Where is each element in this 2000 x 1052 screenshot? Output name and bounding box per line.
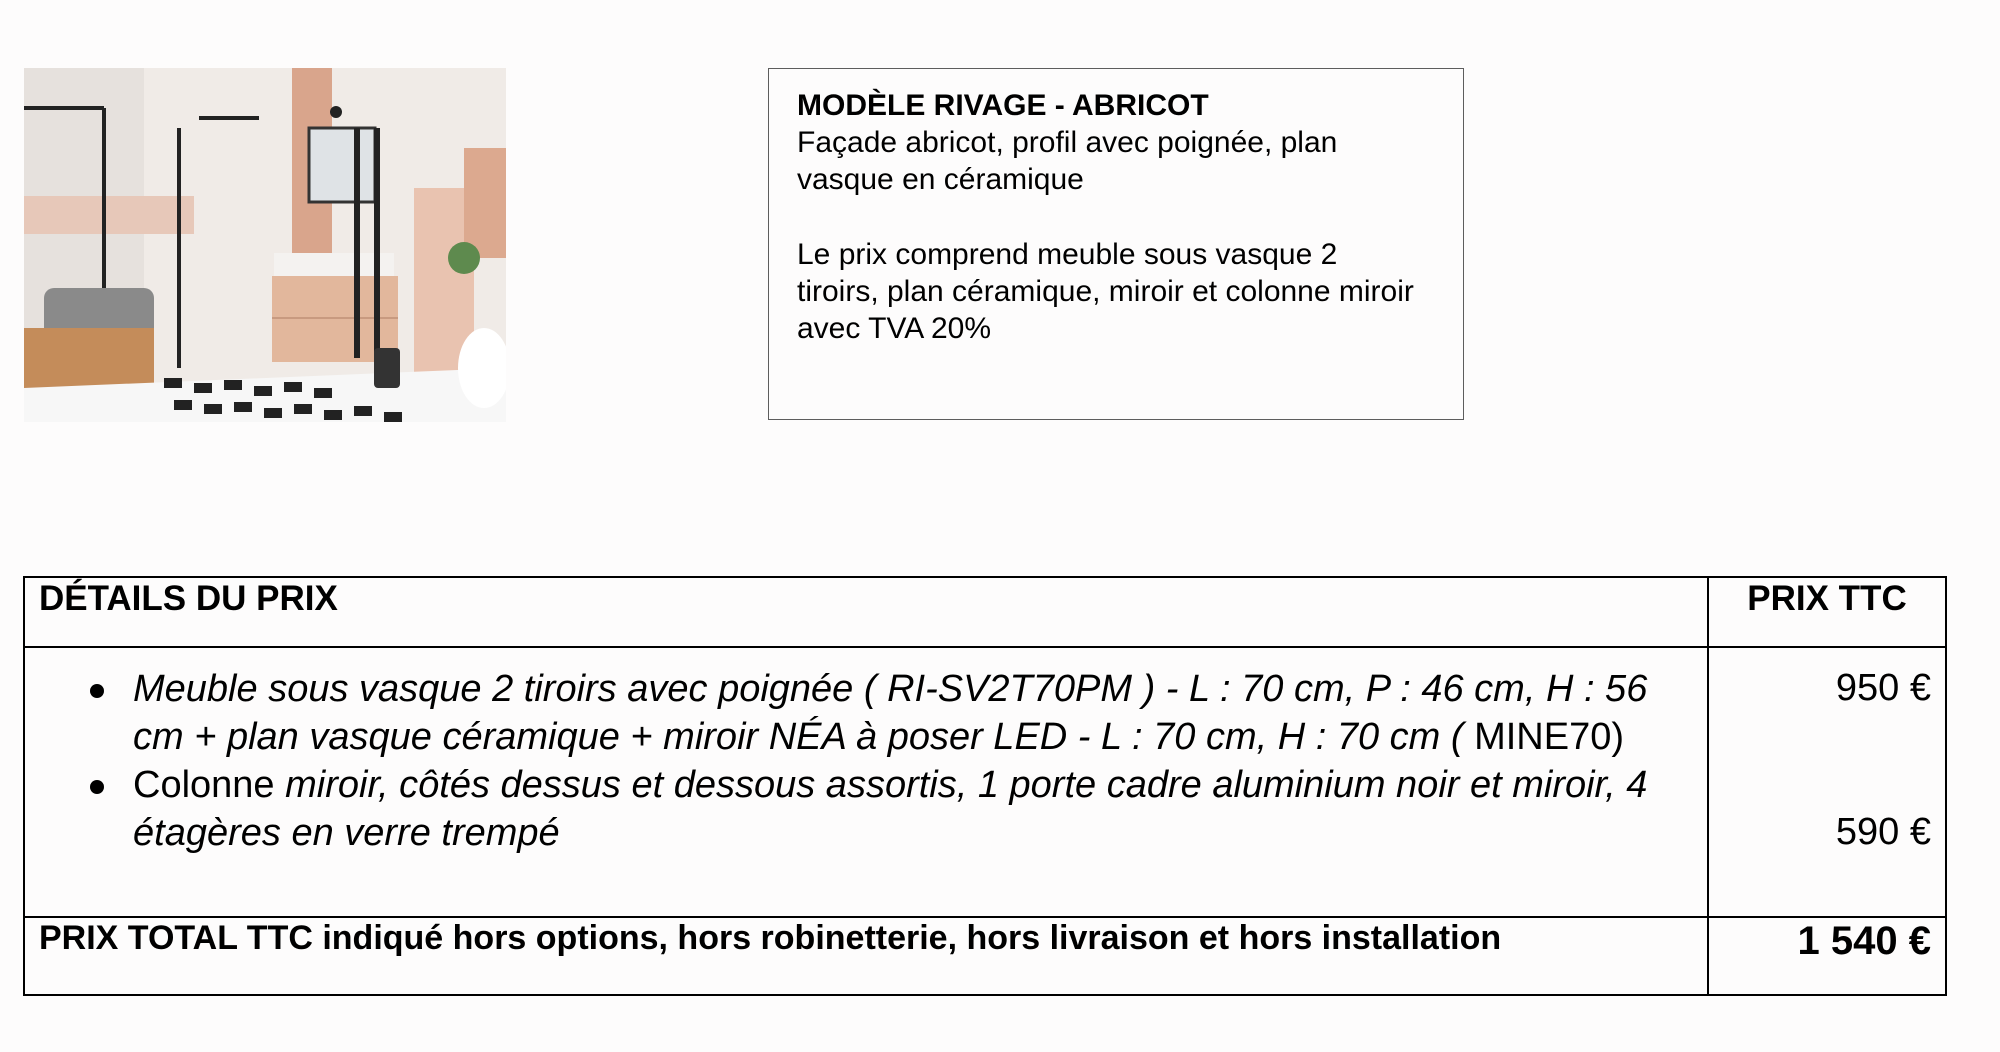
bullet-icon	[90, 684, 104, 698]
price-table	[23, 576, 1947, 996]
total-row	[24, 917, 1946, 995]
item-reference: MINE70)	[1463, 716, 1625, 758]
item-list	[26, 649, 1706, 857]
product-description-box	[768, 68, 1464, 420]
description-line: vasque en céramique	[797, 163, 1084, 196]
bathroom-photo	[24, 68, 506, 422]
total-price: 1 540 €	[1708, 917, 1946, 995]
item-prefix: Colonne	[133, 764, 286, 806]
item-description: Meuble sous vasque 2 tiroirs avec poignée ( RI-SV2T70PM ) - L : 70 cm, P : 46 cm, H : 56 cm + plan vasque céramique + miroir NÉA à poser LED - L : 70 cm, H : 70 cm (	[133, 668, 1648, 758]
description-line: avec TVA 20%	[797, 312, 992, 345]
model-title: MODÈLE RIVAGE - ABRICOT	[797, 89, 1209, 122]
description-line: Façade abricot, profil avec poignée, plan	[797, 126, 1338, 159]
bullet-icon	[90, 780, 104, 794]
total-label: PRIX TOTAL TTC indiqué hors options, hors robinetterie, hors livraison et hors installation	[24, 917, 1708, 995]
list-item	[133, 665, 1686, 761]
header-details: DÉTAILS DU PRIX	[24, 577, 1708, 647]
list-item	[133, 761, 1686, 857]
description-line: Le prix comprend meuble sous vasque 2	[797, 238, 1338, 271]
header-price: PRIX TTC	[1708, 577, 1946, 647]
prices-cell	[1708, 647, 1946, 917]
item-price: 950 €	[1835, 667, 1931, 709]
items-row	[24, 647, 1946, 917]
description-line: tiroirs, plan céramique, miroir et colonne miroir	[797, 275, 1414, 308]
item-price: 590 €	[1835, 811, 1931, 853]
item-description: miroir, côtés dessus et dessous assortis, 1 porte cadre aluminium noir et miroir, 4 étagères en verre trempé	[133, 764, 1648, 854]
items-cell	[24, 647, 1708, 917]
table-header-row	[24, 577, 1946, 647]
